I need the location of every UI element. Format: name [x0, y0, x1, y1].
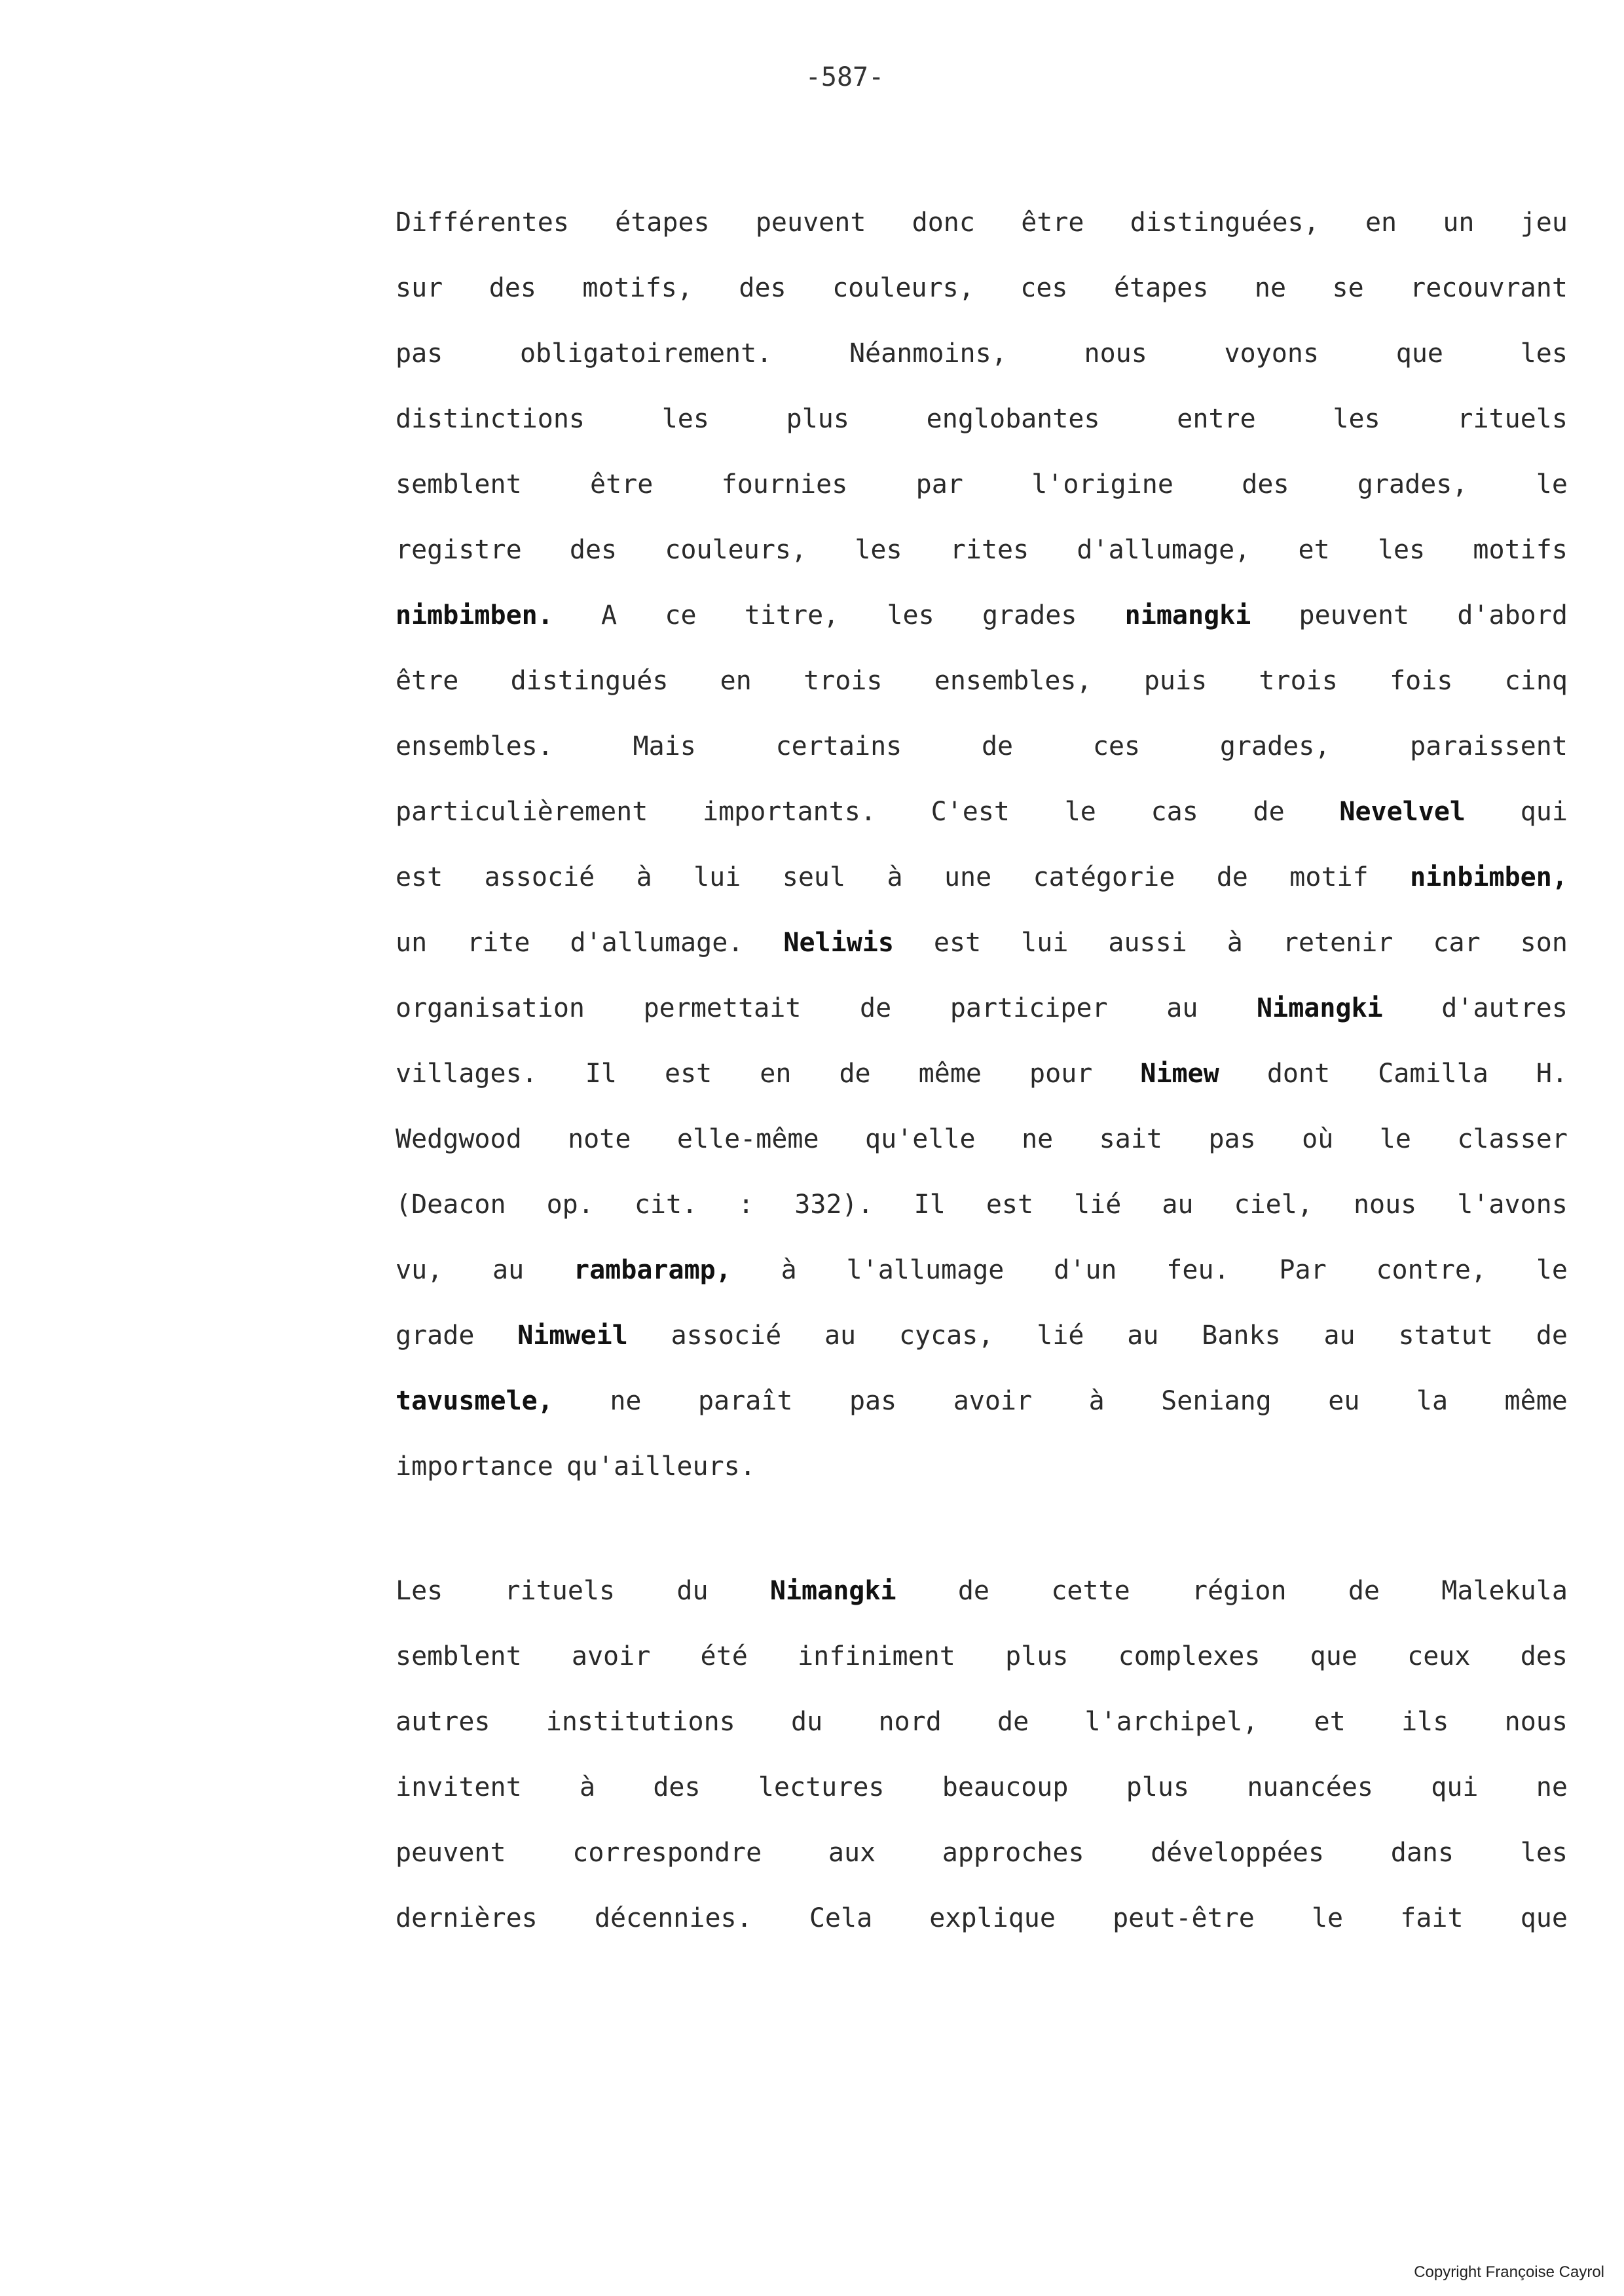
word: nord — [878, 1707, 942, 1737]
word: Nevelvel — [1339, 797, 1466, 827]
word: feu. — [1166, 1255, 1230, 1285]
word: l'avons — [1457, 1190, 1568, 1220]
word: trois — [1259, 666, 1338, 696]
word: d'allumage, — [1077, 535, 1251, 565]
word: ciel, — [1234, 1190, 1313, 1220]
word: organisation — [396, 993, 585, 1023]
word: est — [664, 1059, 712, 1089]
word: distinguées, — [1130, 208, 1320, 238]
word: invitent — [396, 1772, 522, 1802]
word: car — [1433, 928, 1481, 958]
word: nous — [1504, 1707, 1568, 1737]
word: lectures — [758, 1772, 885, 1802]
word: de — [1216, 862, 1248, 892]
word: lié — [1074, 1190, 1122, 1220]
word: pas — [849, 1386, 897, 1416]
word: nimangki — [1124, 600, 1251, 630]
text-line — [396, 190, 1568, 255]
word: le — [1379, 1124, 1411, 1154]
word: motifs — [1473, 535, 1568, 565]
word: rituels — [1457, 404, 1568, 434]
word: statut — [1398, 1321, 1493, 1351]
text-line — [396, 1041, 1568, 1106]
word: une — [944, 862, 992, 892]
word: nimbimben. — [396, 600, 553, 630]
word: grades — [982, 600, 1077, 630]
text-line — [396, 1755, 1568, 1820]
word: l'origine — [1031, 469, 1173, 500]
word: Malekula — [1441, 1576, 1568, 1606]
word: de — [860, 993, 892, 1023]
word: région — [1192, 1576, 1287, 1606]
word: rites — [950, 535, 1029, 565]
word: recouvrant — [1410, 273, 1568, 303]
word: explique — [929, 1903, 1056, 1933]
word: ne — [1536, 1772, 1568, 1802]
paragraph-1 — [396, 190, 1568, 1499]
word: ce — [665, 600, 697, 630]
word: de — [981, 731, 1014, 761]
word: peuvent — [1299, 600, 1410, 630]
word: obligatoirement. — [519, 338, 773, 369]
word: avoir — [953, 1386, 1033, 1416]
word: motifs, — [582, 273, 693, 303]
word: paraît — [697, 1386, 793, 1416]
word: les — [661, 404, 709, 434]
text-line — [396, 517, 1568, 583]
word: même — [1504, 1386, 1568, 1416]
word: les — [855, 535, 902, 565]
word: est — [396, 862, 443, 892]
word: cas — [1151, 797, 1198, 827]
word: semblent — [396, 469, 522, 500]
word: que — [1395, 338, 1443, 369]
word: les — [1333, 404, 1380, 434]
word: même — [918, 1059, 982, 1089]
word: ces — [1092, 731, 1141, 761]
word: correspondre — [572, 1838, 762, 1868]
word: des — [1242, 469, 1289, 500]
word: de — [1536, 1321, 1568, 1351]
word: 332). — [794, 1190, 874, 1220]
word: cinq — [1504, 666, 1568, 696]
word: contre, — [1376, 1255, 1487, 1285]
word: des — [569, 535, 618, 565]
word: : — [738, 1190, 754, 1220]
word: les — [1520, 338, 1568, 369]
word: H. — [1536, 1059, 1568, 1089]
word: ne — [610, 1386, 642, 1416]
word: Wedgwood — [396, 1124, 522, 1154]
word: un — [396, 928, 428, 958]
word: pas — [396, 338, 443, 369]
word: ils — [1401, 1707, 1449, 1737]
word: de — [957, 1576, 990, 1606]
text-line — [396, 255, 1568, 321]
text-line — [396, 975, 1568, 1041]
word: distinctions — [396, 404, 585, 434]
word: de — [1348, 1576, 1380, 1606]
word: vu, — [396, 1255, 443, 1285]
word: l'archipel, — [1084, 1707, 1259, 1737]
word: qu'elle — [865, 1124, 976, 1154]
text-line — [396, 1368, 1568, 1434]
word: importance — [396, 1451, 553, 1482]
word: peuvent — [755, 208, 866, 238]
word: dans — [1390, 1838, 1454, 1868]
word: en — [1365, 208, 1397, 238]
word: institutions — [545, 1707, 735, 1737]
word: le — [1064, 797, 1096, 827]
word: être — [396, 666, 459, 696]
word: complexes — [1118, 1641, 1261, 1671]
word: avoir — [571, 1641, 651, 1671]
word: d'autres — [1441, 993, 1568, 1023]
word: lui — [1021, 928, 1069, 958]
word: des — [653, 1772, 701, 1802]
word: jeu — [1520, 208, 1568, 238]
word: des — [1520, 1641, 1568, 1671]
word: le — [1536, 1255, 1568, 1285]
word: associé — [484, 862, 595, 892]
word: Camilla — [1378, 1059, 1488, 1089]
word: fait — [1400, 1903, 1464, 1933]
word: qu'ailleurs. — [566, 1451, 756, 1482]
word: Neliwis — [783, 928, 894, 958]
word: les — [1377, 535, 1426, 565]
text-line — [396, 648, 1568, 714]
word: au — [824, 1321, 857, 1351]
word: où — [1302, 1124, 1334, 1154]
word: ne — [1254, 273, 1287, 303]
word: les — [1520, 1838, 1568, 1868]
word: le — [1311, 1903, 1344, 1933]
word: étapes — [615, 208, 710, 238]
word: nuancées — [1247, 1772, 1373, 1802]
word: Il — [913, 1190, 946, 1220]
word: pour — [1029, 1059, 1093, 1089]
word: à — [887, 862, 903, 892]
word: lui — [693, 862, 741, 892]
word: C'est — [931, 797, 1010, 827]
word: son — [1520, 928, 1568, 958]
text-line — [396, 779, 1568, 845]
word: semblent — [396, 1641, 522, 1671]
word: sait — [1099, 1124, 1162, 1154]
word: lié — [1037, 1321, 1084, 1351]
word: d'allumage. — [570, 928, 744, 958]
word: importants. — [703, 797, 876, 827]
word: un — [1443, 208, 1475, 238]
word: en — [760, 1059, 792, 1089]
word: est — [933, 928, 982, 958]
word: motif — [1289, 862, 1369, 892]
word: cit. — [634, 1190, 698, 1220]
word: tavusmele, — [396, 1386, 553, 1416]
word: des — [739, 273, 786, 303]
word: ceux — [1407, 1641, 1471, 1671]
text-line — [396, 321, 1568, 386]
text-line — [396, 714, 1568, 779]
word: ensembles. — [396, 731, 553, 761]
word: ensembles, — [934, 666, 1092, 696]
word: catégorie — [1033, 862, 1175, 892]
word: couleurs, — [832, 273, 974, 303]
word: au — [492, 1255, 525, 1285]
word: eu — [1328, 1386, 1360, 1416]
word: de — [1253, 797, 1285, 827]
word: à — [781, 1255, 797, 1285]
word: dont — [1266, 1059, 1331, 1089]
word: les — [887, 600, 934, 630]
word: en — [720, 666, 752, 696]
text-line — [396, 1886, 1568, 1951]
word: et — [1298, 535, 1330, 565]
word: Nimangki — [769, 1576, 896, 1606]
word: infiniment — [798, 1641, 955, 1671]
text-line — [396, 1624, 1568, 1689]
word: grades, — [1357, 469, 1468, 500]
word: paraissent — [1410, 731, 1568, 761]
word: trois — [803, 666, 883, 696]
word: registre — [396, 535, 522, 565]
word: plus — [1005, 1641, 1069, 1671]
word: (Deacon — [396, 1190, 506, 1220]
word: été — [700, 1641, 748, 1671]
word: particulièrement — [396, 797, 648, 827]
text-line — [396, 1303, 1568, 1368]
word: fournies — [721, 469, 848, 500]
word: développées — [1151, 1838, 1325, 1868]
word: participer — [950, 993, 1108, 1023]
word: sur — [396, 273, 443, 303]
word: distingués — [510, 666, 669, 696]
word: au — [1127, 1321, 1159, 1351]
word: Il — [585, 1059, 617, 1089]
word: retenir — [1282, 928, 1393, 958]
word: à — [1088, 1386, 1105, 1416]
word: décennies. — [594, 1903, 752, 1933]
page-number: -587- — [805, 62, 885, 92]
word: entre — [1177, 404, 1256, 434]
word: peuvent — [396, 1838, 506, 1868]
word: au — [1166, 993, 1198, 1023]
text-line — [396, 910, 1568, 975]
word: à — [579, 1772, 596, 1802]
word: au — [1162, 1190, 1194, 1220]
word: Seniang — [1161, 1386, 1272, 1416]
word: op. — [546, 1190, 594, 1220]
word: Nimangki — [1257, 993, 1383, 1023]
word: étapes — [1113, 273, 1209, 303]
word: qui — [1520, 797, 1568, 827]
text-line — [396, 845, 1568, 910]
word: Néanmoins, — [849, 338, 1007, 369]
word: aussi — [1108, 928, 1187, 958]
word: Nimweil — [517, 1321, 628, 1351]
word: se — [1332, 273, 1364, 303]
word: titre, — [744, 600, 840, 630]
copyright-notice: Copyright Françoise Cayrol — [1414, 2263, 1604, 2281]
word: à — [1227, 928, 1243, 958]
word: grade — [396, 1321, 475, 1351]
word: Banks — [1202, 1321, 1281, 1351]
word: Nimew — [1140, 1059, 1219, 1089]
word: au — [1323, 1321, 1356, 1351]
word: ne — [1022, 1124, 1054, 1154]
word: Les — [396, 1576, 443, 1606]
word: que — [1520, 1903, 1568, 1933]
text-line — [396, 1558, 1568, 1624]
text-line — [396, 1237, 1568, 1303]
word: des — [489, 273, 536, 303]
word: de — [997, 1707, 1029, 1737]
word: approches — [942, 1838, 1084, 1868]
word: nous — [1353, 1190, 1417, 1220]
word: classer — [1457, 1124, 1568, 1154]
word: être — [589, 469, 654, 500]
word: certains — [775, 731, 902, 761]
word: la — [1416, 1386, 1449, 1416]
word: plus — [786, 404, 849, 434]
word: elle-même — [676, 1124, 819, 1154]
word: seul — [782, 862, 846, 892]
word: nous — [1084, 338, 1147, 369]
word: peut-être — [1113, 1903, 1255, 1933]
word: voyons — [1224, 338, 1320, 369]
word: rite — [467, 928, 530, 958]
word: beaucoup — [942, 1772, 1069, 1802]
word: que — [1310, 1641, 1357, 1671]
text-line — [396, 1689, 1568, 1755]
word: à — [636, 862, 652, 892]
word: et — [1314, 1707, 1346, 1737]
word: associé — [671, 1321, 782, 1351]
word: ninbimben, — [1410, 862, 1568, 892]
word: aux — [828, 1838, 876, 1868]
word: villages. — [396, 1059, 538, 1089]
word: donc — [912, 208, 975, 238]
word: de — [839, 1059, 871, 1089]
word: est — [986, 1190, 1034, 1220]
word: cette — [1051, 1576, 1130, 1606]
word: englobantes — [926, 404, 1100, 434]
word: Différentes — [396, 208, 569, 238]
text-line — [396, 1434, 1568, 1499]
word: fois — [1390, 666, 1453, 696]
word: puis — [1143, 666, 1208, 696]
word: couleurs, — [665, 535, 807, 565]
paragraph-2 — [396, 1558, 1568, 1951]
word: note — [568, 1124, 631, 1154]
text-line — [396, 1172, 1568, 1237]
word: d'un — [1054, 1255, 1117, 1285]
word: ces — [1020, 273, 1068, 303]
word: dernières — [396, 1903, 538, 1933]
word: Cela — [809, 1903, 873, 1933]
word: rituels — [504, 1576, 616, 1606]
word: l'allumage — [846, 1255, 1005, 1285]
word: Par — [1279, 1255, 1327, 1285]
word: pas — [1208, 1124, 1256, 1154]
text-line — [396, 452, 1568, 517]
word: rambaramp, — [574, 1255, 731, 1285]
word: plus — [1126, 1772, 1190, 1802]
text-line — [396, 1820, 1568, 1886]
text-line — [396, 583, 1568, 648]
word: qui — [1431, 1772, 1479, 1802]
word: par — [915, 469, 963, 500]
word: A — [601, 600, 618, 630]
word: grades, — [1219, 731, 1331, 761]
text-line — [396, 1106, 1568, 1172]
word: le — [1536, 469, 1568, 500]
word: du — [676, 1576, 709, 1606]
word: du — [791, 1707, 823, 1737]
word: être — [1021, 208, 1084, 238]
word: cycas, — [898, 1321, 994, 1351]
word: permettait — [643, 993, 802, 1023]
word: autres — [396, 1707, 490, 1737]
word: d'abord — [1457, 600, 1568, 630]
word: Mais — [633, 731, 696, 761]
text-line — [396, 386, 1568, 452]
